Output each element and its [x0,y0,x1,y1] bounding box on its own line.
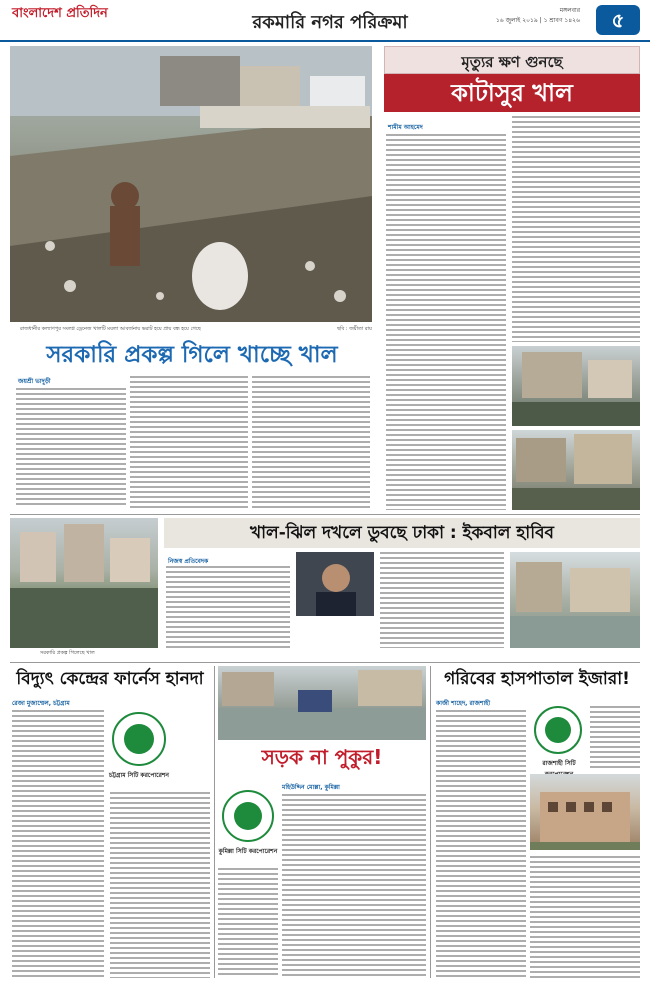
lead-body-col-1 [16,388,126,508]
furnace-body-col-2 [110,792,210,978]
masthead [0,0,650,42]
date: ১৬ জুলাই ২০১৯ | ১ শ্রাবণ ১৪২৬ [495,17,580,24]
dhaka-body-col-2 [380,552,504,648]
furnace-headline: বিদ্যুৎ কেন্দ্রের ফার্নেস হানদা [16,669,204,689]
furnace-byline: রেজা মুজাম্মেল, চট্টগ্রাম [12,700,70,707]
lead-body-col-2 [130,376,248,508]
day: মঙ্গলবার [559,7,580,14]
katasur-body-col-1 [386,134,506,510]
rajshahi-logo-label: রাজশাহী সিটি [542,760,576,767]
lead-photo-caption: রাজধানীর কল্যাণপুর সংলগ্ন ড্রেনেজ খালটি ময়লা আবর্জনায় ভরাট হয়ে প্রায় বন্ধ হয়ে গেছে [20,326,201,332]
katasur-photo-1 [512,346,640,426]
canal-scene-illustration [10,46,372,322]
flooded-road-photo [218,666,426,740]
dhaka-headline: খাল-ঝিল দখলে ডুবছে ঢাকা : ইকবাল হাবিব [249,523,555,543]
hospital-byline: কাজী শাহেদ, রাজশাহী [436,700,491,707]
chattogram-logo-label: চট্টগ্রাম সিটি করপোরেশন [109,772,169,779]
divider-col-b [430,666,431,978]
katasur-headline-box [384,74,640,112]
section-title: রকমারি নগর পরিক্রমা [252,12,408,33]
hospital-body-col-2 [590,706,640,770]
cumilla-logo-label: কুমিল্লা সিটি করপোরেশন [218,848,278,855]
dhaka-byline: নিজস্ব প্রতিবেদক [168,558,209,565]
dhaka-photo-illustration [10,518,158,648]
katasur-headline: কাটাসুর খাল [451,79,573,107]
divider-lower [10,662,640,663]
pond-body-col-0 [218,868,278,978]
hospital-photo-illustration [530,774,640,850]
dhaka-headline-box [164,518,640,548]
flood-photo-illustration [510,552,640,648]
cumilla-city-logo [222,790,274,842]
lead-photo [10,46,372,322]
pond-byline: মহিউদ্দিন মোল্লা, কুমিল্লা [282,784,340,791]
portrait-illustration [296,552,374,616]
hospital-body-col-3 [530,856,640,978]
dhaka-body-col-1 [166,566,290,648]
iqbal-habib-portrait [296,552,374,616]
lead-body-col-3 [252,376,370,508]
hospital-body-col-1 [436,710,526,978]
pond-headline: সড়ক না পুকুর! [261,745,383,769]
chattogram-city-logo [112,712,166,766]
hospital-photo [530,774,640,850]
lead-photo-credit: ছবি : জয়ীতা রায় [337,326,372,332]
furnace-body-col-1 [12,710,104,978]
rajshahi-city-logo [534,706,582,754]
katasur-byline: শামীম আহমেদ [388,124,423,131]
flooded-road-illustration [218,666,426,740]
dhaka-flood-photo [510,552,640,648]
katasur-kicker-box [384,46,640,74]
brand-name: বাংলাদেশ প্রতিদিন [12,6,108,21]
katasur-photo-2 [512,430,640,510]
divider-upper [10,514,640,515]
hospital-headline: গরিবের হাসপাতাল ইজারা! [444,669,630,689]
pond-body-col-1 [282,794,426,978]
katasur-body-col-2 [512,116,640,342]
divider-col-a [214,666,215,978]
lead-byline: জয়শ্রী ভাদুড়ী [18,378,51,385]
lead-headline: সরকারি প্রকল্প গিলে খাচ্ছে খাল [46,342,338,368]
dhaka-photo [10,518,158,648]
dateline [470,6,580,26]
katasur-kicker: মৃত্যুর ক্ষণ গুনছে [461,53,563,71]
dhaka-photo-caption: সরকারি প্রকল্প গিলেছে খাল [40,650,95,656]
page-number: ৫ [596,5,640,35]
katasur-photo-2-illustration [512,430,640,510]
newspaper-logo [12,4,152,34]
katasur-photo-1-illustration [512,346,640,426]
